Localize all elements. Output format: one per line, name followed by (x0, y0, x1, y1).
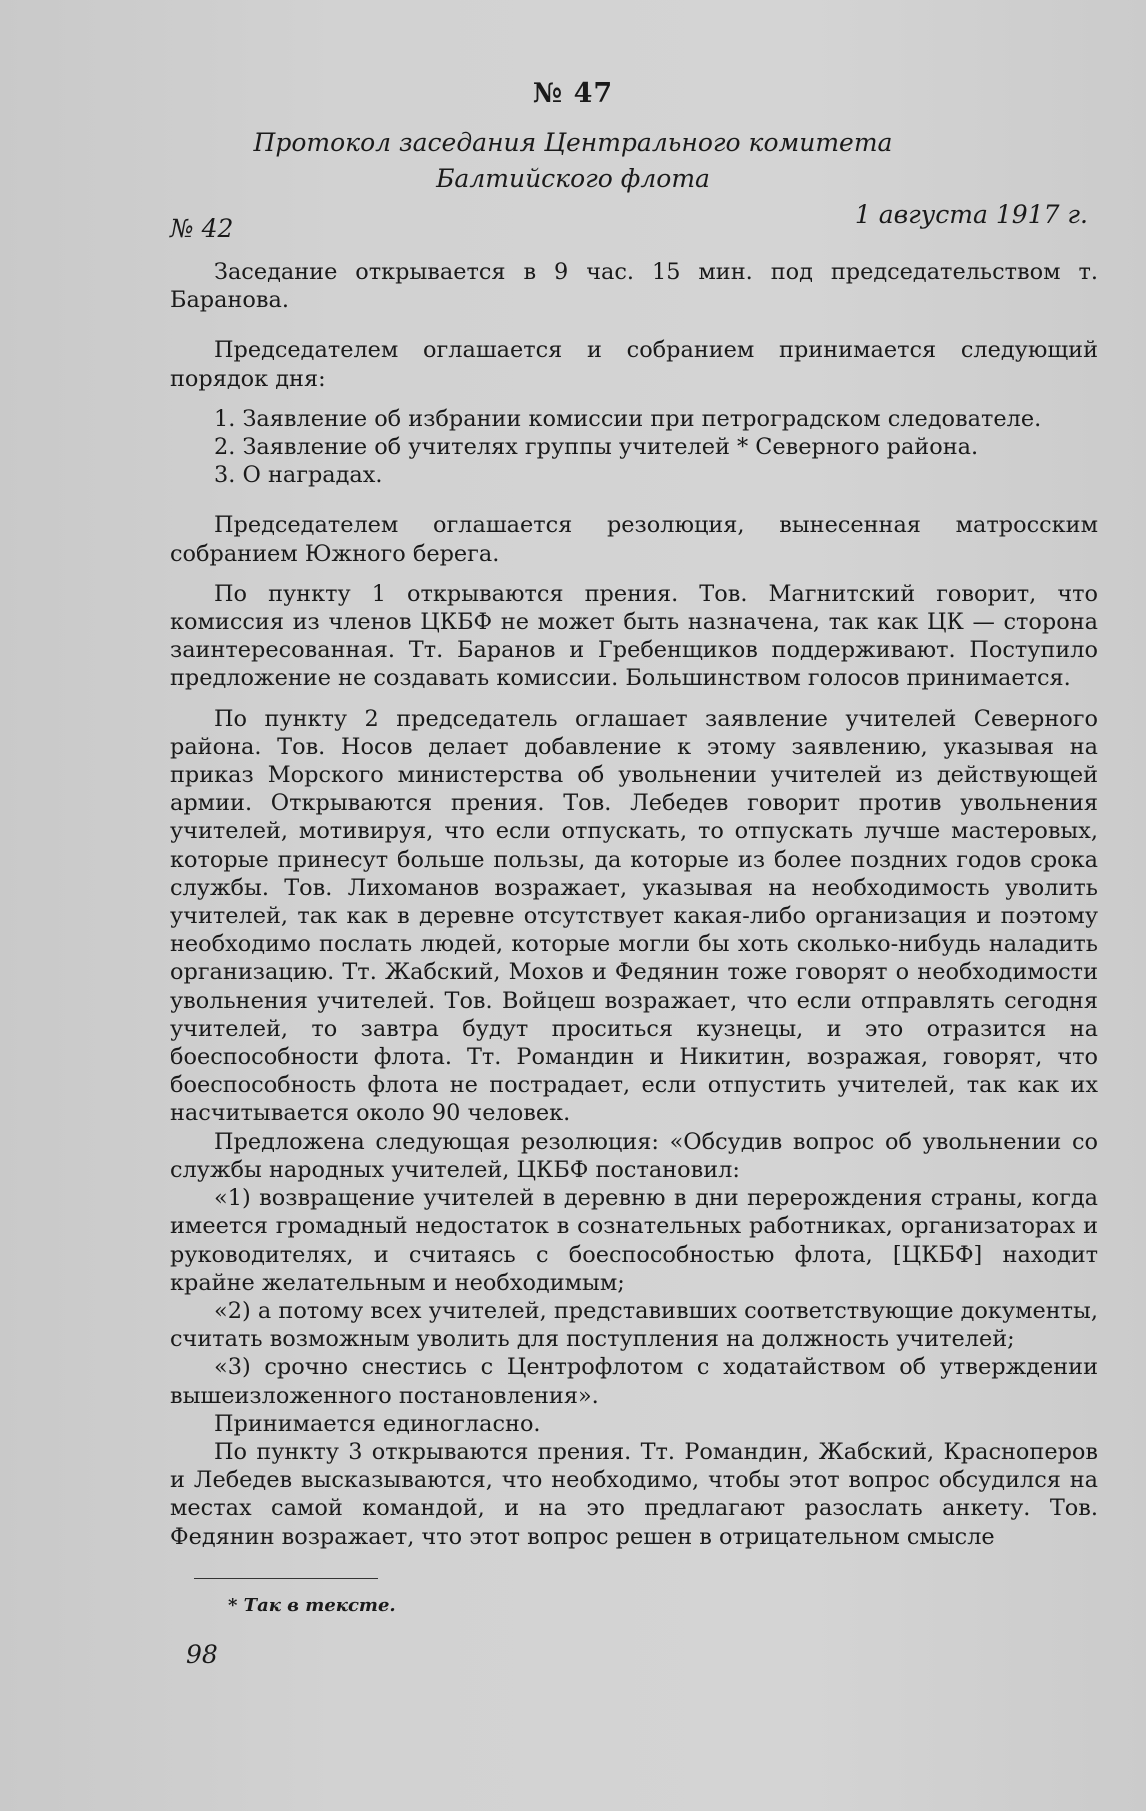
paragraph-resolution-point-3: «3) срочно снестись с Центрофлотом с ходатайством об утверждении вышеизложенного постановления». (170, 1354, 1098, 1409)
document-body (170, 258, 1098, 1551)
agenda-item: 2. Заявление об учителях группы учителей * Северного района. (214, 434, 979, 461)
paragraph-resolution-point-2: «2) а потому всех учителей, представивших соответствующие документы, считать возможным уволить для поступления на должность учителей; (170, 1297, 1098, 1353)
paragraph-agenda-intro: Председателем оглашается и собранием принимается следующий порядок дня: (170, 337, 1098, 392)
footnote-divider (194, 1578, 378, 1579)
document-title (0, 125, 1146, 197)
document-date: 1 августа 1917 г. (854, 200, 1088, 229)
agenda-item: 3. О наградах. (214, 462, 383, 489)
paragraph-resolution-proposed: Предложена следующая резолюция: «Обсудив вопрос об увольнении со службы народных учителей, ЦКБФ постановил: (170, 1128, 1098, 1183)
protocol-number: № 42 (170, 214, 234, 243)
paragraph-item-3: По пункту 3 открываются прения. Тт. Романдин, Жабский, Красноперов и Лебедев высказываются, что необходимо, чтобы этот вопрос обсудился на местах самой командой, и на это предлагают разослать анкету. Тов. Федянин возражает, что этот вопрос решен в отрицательном смысле (170, 1438, 1098, 1550)
agenda-item: 1. Заявление об избрании комиссии при петроградском следователе. (214, 405, 1042, 432)
agenda-list (170, 405, 1098, 490)
title-line-1: Протокол заседания Центрального комитета (253, 128, 893, 157)
paragraph-item-2: По пункту 2 председатель оглашает заявление учителей Северного района. Тов. Носов делает добавление к этому заявлению, указывая на приказ Морского министерства об увольнении учителей из действующей армии. Открываются прения. Тов. Лебедев говорит против увольнения учителей, мотивируя, что если отпускать, то отпускать лучше мастеровых, которые принесут больше пользы, да которые из более поздних годов срока службы. Тов. Лихоманов возражает, указывая на необходимость уволить учителей, так как в деревне отсутствует какая-либо организация и поэтому необходимо послать людей, которые могли бы хоть сколько-нибудь наладить организацию. Тт. Жабский, Мохов и Федянин тоже говорят о необходимости увольнения учителей. Тов. Войцеш возражает, что если отправлять сегодня учителей, то завтра будут проситься кузнецы, и это отразится на боеспособности флота. Тт. Романдин и Никитин, возражая, говорят, что боеспособность флота не пострадает, если отпустить учителей, так как их насчитывается около 90 человек. (170, 705, 1098, 1127)
paragraph-adopted: Принимается единогласно. (214, 1410, 541, 1437)
document-number: № 47 (532, 78, 614, 109)
page-number: 98 (186, 1640, 218, 1669)
paragraph-item-1: По пункту 1 открываются прения. Тов. Магнитский говорит, что комиссия из членов ЦКБФ не может быть назначена, так как ЦК — сторона заинтересованная. Тт. Баранов и Гребенщиков поддерживают. Поступило предложение не создавать комиссии. Большинством голосов принимается. (170, 580, 1098, 692)
paragraph-opening: Заседание открывается в 9 час. 15 мин. под председательством т. Баранова. (170, 259, 1098, 314)
title-line-2: Балтийского флота (436, 164, 710, 193)
paragraph-resolution-south: Председателем оглашается резолюция, вынесенная матросским собранием Южного берега. (170, 512, 1098, 567)
footnote: * Так в тексте. (228, 1595, 396, 1616)
paragraph-resolution-point-1: «1) возвращение учителей в деревню в дни перерождения страны, когда имеется громадный недостаток в сознательных работниках, организаторах и руководителях, и считаясь с боеспособностью флота, [ЦКБФ] находит крайне желательным и необходимым; (170, 1185, 1098, 1296)
